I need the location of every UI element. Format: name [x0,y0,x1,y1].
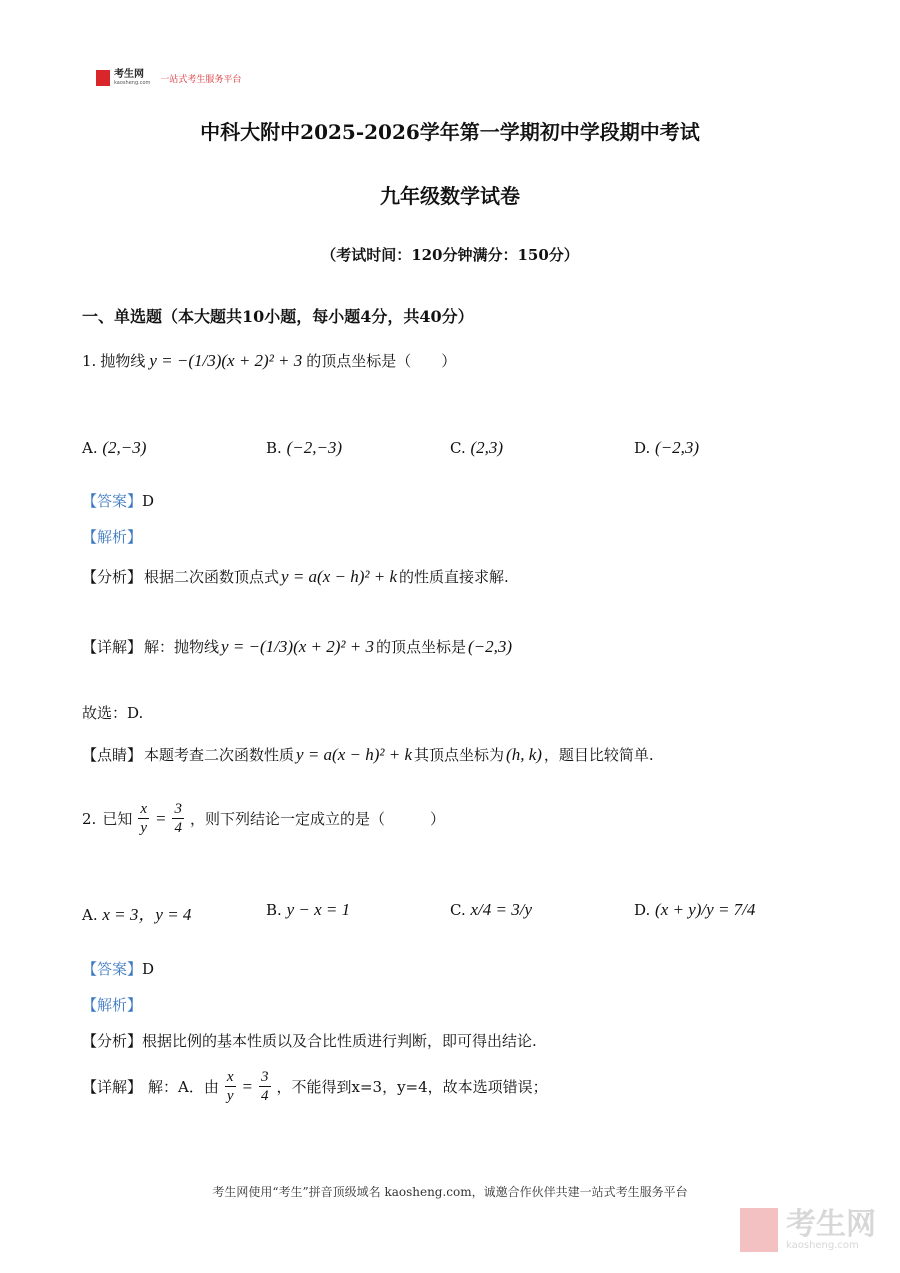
fraction-3-over-4 [259,1068,271,1105]
option-a [82,438,146,458]
dianjing-mid: 其顶点坐标为 [414,746,505,764]
numerator: x [140,801,147,817]
exam-title: 中科大附中2025-2026学年第一学期初中学段期中考试 [200,120,700,144]
option-value: (2,−3) [102,438,147,457]
equals-sign: = [241,1076,254,1096]
detail-prefix: 解：抛物线 [144,638,220,656]
denominator: y [226,1088,234,1104]
watermark-logo-icon [740,1208,778,1252]
option-label: B. [266,439,282,457]
option-value: y − x = 1 [286,900,351,919]
option-value: (2,3) [470,438,504,457]
equals-sign: = [155,808,167,828]
answer-value: D [142,960,155,978]
option-label: C. [450,439,466,457]
option-b [266,438,342,458]
option-c [450,438,503,458]
question-prefix: 抛物线 [100,352,146,370]
answer-tag: 【答案】 [82,492,143,510]
fenxi-1 [82,566,509,587]
option-label: A. [82,906,98,924]
analysis-tag: 【解析】 [82,528,143,546]
detail-prefix: 解：A．由 [148,1078,219,1096]
question-number: 1. [82,351,97,370]
logo-name: 考生网 [114,69,144,80]
option-label: D. [634,439,651,457]
dianjing-coord: (h, k) [506,744,542,764]
dianjing-1 [82,744,654,765]
fenxi-suffix: 的性质直接求解. [399,568,509,586]
option-label: B. [266,901,282,919]
question-suffix: ，则下列结论一定成立的是（ ） [189,810,445,828]
dianjing-text: 本题考查二次函数性质 [144,746,295,764]
detail-tag: 【详解】 [82,638,143,656]
numerator: x [226,1069,234,1085]
numerator: 3 [261,1069,269,1085]
logo-domain: kaosheng.com [114,80,151,86]
fenxi-2 [82,1030,537,1051]
exam-note: （考试时间：120分钟满分：150分） [321,246,579,264]
option-d [634,900,755,920]
page-footer: 考生网使用“考生”拼音顶级域名 kaosheng.com，诚邀合作伙伴共建一站式考生服务平台 [212,1185,688,1199]
numerator: 3 [174,801,182,817]
denominator: 4 [174,820,182,836]
fraction-x-over-y [225,1068,236,1105]
fenxi-text: 根据二次函数顶点式 [144,568,280,586]
fenxi-tag: 【分析】 [82,1032,143,1050]
detail-1 [82,636,512,657]
question-2 [82,800,445,837]
option-c [450,900,532,920]
fenxi-text: 根据比例的基本性质以及合比性质进行判断，即可得出结论. [142,1032,537,1050]
detail-equation: y = −(1/3)(x + 2)² + 3 [221,636,374,656]
detail-result: (−2,3) [468,636,513,656]
exam-subtitle: 九年级数学试卷 [380,184,520,208]
analysis-tag: 【解析】 [82,996,143,1014]
detail-suffix: ，不能得到x=3，y=4，故本选项错误； [276,1078,548,1096]
section-heading: 一、单选题（本大题共10小题，每小题4分，共40分） [82,307,474,326]
option-d [634,438,699,458]
option-label: A. [82,439,98,457]
option-value: (x + y)/y = 7/4 [655,900,756,919]
detail-tag: 【详解】 [82,1078,143,1096]
choice-line: 故选：D. [82,704,144,722]
option-value: x/4 = 3/y [470,900,533,919]
vertex-form-formula: y = a(x − h)² + k [281,566,398,586]
question-number: 2. [82,809,97,828]
watermark-domain: kaosheng.com [786,1239,859,1251]
fraction-3-over-4 [172,800,184,837]
parabola-equation: y = −(1/3)(x + 2)² + 3 [149,350,303,370]
detail-mid: 的顶点坐标是 [375,638,466,656]
kaosheng-watermark [740,1208,876,1252]
kaosheng-logo-icon [96,70,110,86]
option-a [82,900,191,925]
watermark-name: 考生网 [786,1206,876,1242]
answer-1 [82,490,154,511]
option-value: (−2,−3) [286,438,343,457]
fenxi-tag: 【分析】 [82,568,143,586]
dianjing-tag: 【点睛】 [82,746,143,764]
question-prefix: 已知 [102,810,133,828]
logo-slogan: 一站式考生服务平台 [160,74,242,85]
detail-2 [82,1068,548,1105]
question-suffix: 的顶点坐标是（ ） [306,352,457,370]
answer-tag: 【答案】 [82,960,143,978]
denominator: 4 [261,1088,269,1104]
dianjing-formula: y = a(x − h)² + k [296,744,413,764]
option-value: x = 3，y = 4 [102,905,192,924]
option-label: D. [634,901,651,919]
fraction-x-over-y [138,800,149,837]
answer-2 [82,958,154,979]
dianjing-suffix: ，题目比较简单. [543,746,654,764]
kaosheng-logo[interactable] [96,70,241,86]
denominator: y [140,820,147,836]
option-b [266,900,350,920]
question-1 [82,350,456,371]
answer-value: D [142,492,155,510]
option-value: (−2,3) [655,438,700,457]
option-label: C. [450,901,466,919]
